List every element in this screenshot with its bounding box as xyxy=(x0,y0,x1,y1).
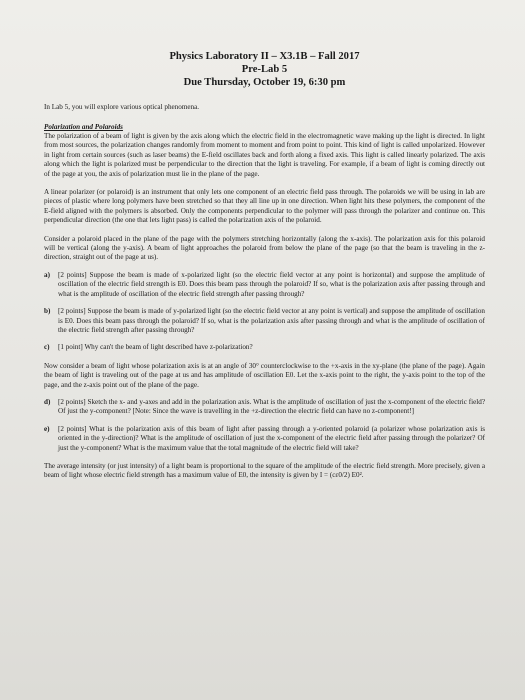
question-label: a) xyxy=(44,270,50,279)
question-d xyxy=(44,398,485,417)
question-label: e) xyxy=(44,424,50,433)
question-text: [2 points] Suppose the beam is made of y-polarized light (so the electric field vector at any point is vertical) and suppose the amplitude of oscillation is E0. Does this beam pass through the polaroid? If so, what is the polarization axis after passing through and what is the amplitude of oscillation of the electric field strength after passing through? xyxy=(58,307,485,334)
paragraph-setup: Consider a polaroid placed in the plane of the page with the polymers stretching horizontally (along the x-axis). The polarization axis for this polaroid will be vertical (along the y-axis). A beam of light approaches the polaroid from below the plane of the page (so that the beam is traveling in the z-direction, straight out of the page at us). xyxy=(44,234,485,262)
assignment-title: Pre-Lab 5 xyxy=(241,64,288,76)
question-text: [2 points] Sketch the x- and y-axes and add in the polarization axis. What is the amplitude of oscillation of just the x-component of the electric field? Of just the y-component? [Note: Since the wave is travelling in the +z-direction the electric field can have no z-component!] xyxy=(58,397,485,416)
question-a xyxy=(44,271,485,299)
question-label: c) xyxy=(44,343,50,352)
document-header xyxy=(44,50,485,90)
paragraph-polarization: The polarization of a beam of light is given by the axis along which the electric field in the electromagnetic wave making up the light is directed. In light from most sources, the polarization changes randomly from moment to moment and from point to point. This kind of light is called unpolarized. However in light from certain sources (such as laser beams) the E-field oscillates back and forth along a fixed axis. This light is called linearly polarized. The axis along which the light is polarized must be perpendicular to the direction that the light is traveling. For example, if a beam of light is coming directly out of the page at you, the axis of polarization must lie in the plane of the page. xyxy=(44,132,485,178)
course-title: Physics Laboratory II – X3.1B – Fall 2017 xyxy=(169,51,360,62)
question-label: b) xyxy=(44,307,51,316)
question-c xyxy=(44,343,485,352)
question-text: [2 points] What is the polarization axis of this beam of light after passing through a y-oriented polaroid (a polarizer whose polarization axis is oriented in the y-direction)? What is the amplitude of oscillation of just the x-component of the electric field after passing through the polarizer? Of just the y-component? What is the maximum value that the total magnitude of the electric field will take? xyxy=(58,424,485,452)
question-label: d) xyxy=(44,397,51,406)
paragraph-angled-beam: Now consider a beam of light whose polarization axis is at an angle of 30° counterclockwise to the +x-axis in the xy-plane (the plane of the page). Again the beam of light is traveling out of the page at us and has amplitude of oscillation E0. Let the x-axis point to the right, the y-axis point to the top of the page, and the z-axis point out of the plane of the page. xyxy=(44,361,485,389)
section-heading: Polarization and Polaroids xyxy=(44,123,123,132)
question-text: [2 points] Suppose the beam is made of x-polarized light (so the electric field vector at any point is horizontal) and suppose the amplitude of oscillation of the electric field strength is E0. Does this beam pass through the polaroid? If so, what is the polarization axis after passing through and what is the amplitude of oscillation of the electric field strength after passing through? xyxy=(58,270,485,298)
question-text: [1 point] Why can't the beam of light described have z-polarization? xyxy=(58,343,253,352)
due-date: Due Thursday, October 19, 6:30 pm xyxy=(183,77,346,89)
question-b xyxy=(44,307,485,335)
paragraph-polarizer: A linear polarizer (or polaroid) is an instrument that only lets one component of an electric field pass through. The polaroids we will be using in lab are pieces of plastic where long polymers have been stretched so that they all line up in one direction. When light hits these polymers, the component of the E-field aligned with the polymers is absorbed. Only the components perpendicular to the polymer will pass through the polarizer and continue on. This perpendicular direction (the one that lets light pass) is called the polarization axis of the polaroid. xyxy=(44,188,485,225)
paragraph-intensity: The average intensity (or just intensity) of a light beam is proportional to the square of the amplitude of the electric field strength. More precisely, given a beam of light whose electric field strength has a maximum value of E0, the intensity is given by I = (cε0/2) E0². xyxy=(44,461,485,480)
question-e xyxy=(44,425,485,453)
intro-text: In Lab 5, you will explore various optical phenomena. xyxy=(44,102,200,111)
